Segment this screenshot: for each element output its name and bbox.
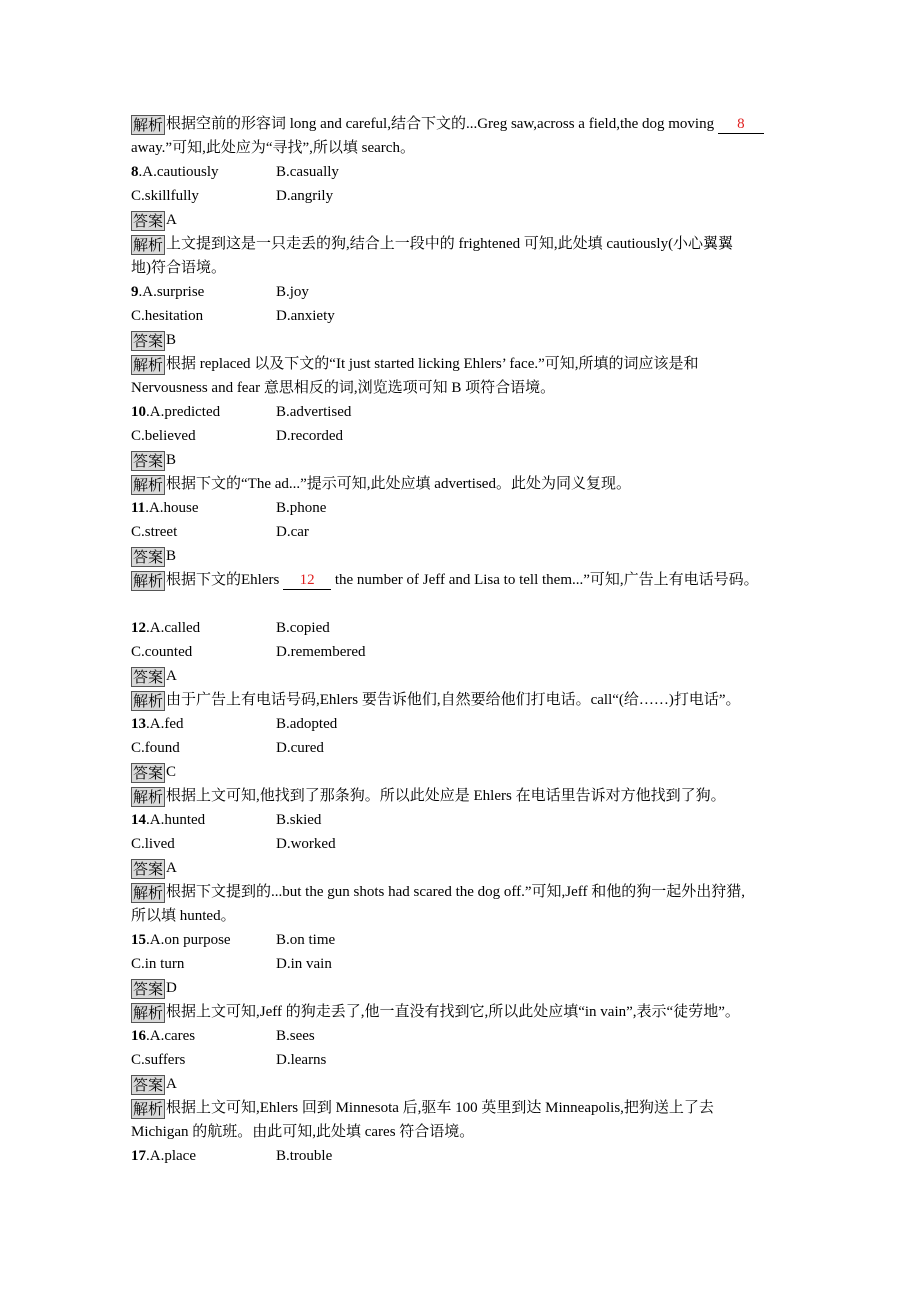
answer-label: 答案 [131, 667, 165, 687]
answer-label: 答案 [131, 451, 165, 471]
option: B.sees [276, 1028, 315, 1044]
question-options-row: 13.A.fed B.adopted [131, 712, 811, 736]
explanation-line [131, 880, 811, 904]
option: A.cares [149, 1028, 196, 1044]
question-options-row: 10.A.predicted B.advertised [131, 400, 811, 424]
explanation-label: 解析 [131, 235, 165, 255]
question-options-row: 11.A.house B.phone [131, 496, 811, 520]
option: D.angrily [276, 188, 334, 204]
explanation-line [131, 256, 811, 280]
answer-line [131, 208, 811, 232]
explanation-text: 根据上文可知,Jeff 的狗走丢了,他一直没有找到它,所以此处应填“in vain”,表示“徒劳地”。 [166, 1004, 740, 1020]
option: C.believed [131, 428, 196, 444]
explanation-line [131, 592, 811, 616]
question-options-row: 9.A.surprise B.joy [131, 280, 811, 304]
question-number: 12 [131, 620, 146, 636]
explanation-label: 解析 [131, 1099, 165, 1119]
answer-line [131, 856, 811, 880]
explanation-label: 解析 [131, 691, 165, 711]
question-number: 11 [131, 500, 146, 516]
explanation-label: 解析 [131, 787, 165, 807]
question-options-row [131, 832, 811, 856]
explanation-label: 解析 [131, 475, 165, 495]
answer-line [131, 1072, 811, 1096]
answer-label: 答案 [131, 1075, 165, 1095]
explanation-text: 根据下文提到的...but the gun shots had scared the dog off.”可知,Jeff 和他的狗一起外出狩猎, [166, 884, 745, 900]
option: B.advertised [276, 404, 352, 420]
option: C.counted [131, 644, 193, 660]
blank-number: 12 [283, 571, 331, 590]
explanation-line [131, 472, 811, 496]
option: D.cured [276, 740, 324, 756]
explanation-text: away.”可知,此处应为“寻找”,所以填 search。 [131, 140, 415, 156]
option: A.fed [149, 716, 184, 732]
option: C.street [131, 524, 178, 540]
question-options-row [131, 952, 811, 976]
answer-line [131, 760, 811, 784]
option: D.worked [276, 836, 336, 852]
answer-line [131, 448, 811, 472]
explanation-line [131, 136, 811, 160]
question-options-row [131, 1048, 811, 1072]
answer-value: B [166, 452, 177, 468]
question-options-row [131, 520, 811, 544]
option: C.hesitation [131, 308, 204, 324]
blank-number: 8 [718, 115, 764, 134]
option: A.hunted [149, 812, 206, 828]
option: A.house [148, 500, 199, 516]
question-number: 15 [131, 932, 146, 948]
explanation-text: 所以填 hunted。 [131, 908, 236, 924]
option: B.adopted [276, 716, 338, 732]
explanation-line [131, 568, 811, 592]
option: C.lived [131, 836, 175, 852]
option: D.remembered [276, 644, 366, 660]
explanation-line [131, 232, 811, 256]
option: D.recorded [276, 428, 344, 444]
answer-line [131, 664, 811, 688]
question-options-row: 8.A.cautiously B.casually [131, 160, 811, 184]
option: A.place [149, 1148, 196, 1164]
question-options-row: 12.A.called B.copied [131, 616, 811, 640]
option: D.anxiety [276, 308, 335, 324]
question-options-row [131, 424, 811, 448]
explanation-line [131, 688, 811, 712]
document-body [131, 112, 811, 1168]
option: D.in vain [276, 956, 332, 972]
explanation-label: 解析 [131, 571, 165, 591]
answer-line [131, 544, 811, 568]
answer-label: 答案 [131, 763, 165, 783]
question-options-row [131, 736, 811, 760]
option: B.joy [276, 284, 309, 300]
option: B.skied [276, 812, 322, 828]
explanation-line [131, 352, 811, 376]
explanation-text: 根据上文可知,他找到了那条狗。所以此处应是 Ehlers 在电话里告诉对方他找到了狗。 [166, 788, 726, 804]
explanation-text: 由于广告上有电话号码,Ehlers 要告诉他们,自然要给他们打电话。call“(给……)打电话”。 [166, 692, 741, 708]
option: D.car [276, 524, 309, 540]
option: C.found [131, 740, 180, 756]
explanation-text: 根据下文的Ehlers [166, 572, 284, 588]
explanation-line [131, 112, 811, 136]
question-options-row: 14.A.hunted B.skied [131, 808, 811, 832]
question-options-row: 17.A.place B.trouble [131, 1144, 811, 1168]
explanation-text: the number of Jeff and Lisa to tell them...”可知,广告上有电话号码。 [331, 572, 759, 588]
explanation-line [131, 904, 811, 928]
explanation-label: 解析 [131, 883, 165, 903]
answer-value: B [166, 548, 177, 564]
explanation-label: 解析 [131, 355, 165, 375]
explanation-text: Nervousness and fear 意思相反的词,浏览选项可知 B 项符合语境。 [131, 380, 556, 396]
answer-value: A [166, 860, 177, 876]
option: A.called [149, 620, 201, 636]
answer-value: A [166, 212, 177, 228]
answer-label: 答案 [131, 331, 165, 351]
question-number: 13 [131, 716, 146, 732]
option: B.on time [276, 932, 336, 948]
option: C.in turn [131, 956, 185, 972]
option: B.trouble [276, 1148, 333, 1164]
question-number: 16 [131, 1028, 146, 1044]
explanation-text: 根据上文可知,Ehlers 回到 Minnesota 后,驱车 100 英里到达 Minneapolis,把狗送上了去 [166, 1100, 714, 1116]
option: C.suffers [131, 1052, 186, 1068]
question-number: 8 [131, 164, 139, 180]
question-number: 9 [131, 284, 139, 300]
explanation-line [131, 784, 811, 808]
question-options-row: 16.A.cares B.sees [131, 1024, 811, 1048]
explanation-label: 解析 [131, 115, 165, 135]
explanation-text: 根据下文的“The ad...”提示可知,此处应填 advertised。此处为同义复现。 [166, 476, 631, 492]
option: B.copied [276, 620, 330, 636]
option: A.predicted [149, 404, 221, 420]
option: A.on purpose [149, 932, 231, 948]
answer-value: B [166, 332, 177, 348]
answer-label: 答案 [131, 859, 165, 879]
question-options-row: 15.A.on purpose B.on time [131, 928, 811, 952]
option: B.phone [276, 500, 327, 516]
option: C.skillfully [131, 188, 199, 204]
answer-value: C [166, 764, 177, 780]
question-number: 17 [131, 1148, 146, 1164]
question-options-row [131, 640, 811, 664]
answer-value: A [166, 668, 177, 684]
option: A.surprise [142, 284, 205, 300]
question-number: 14 [131, 812, 146, 828]
explanation-line [131, 376, 811, 400]
explanation-line [131, 1096, 811, 1120]
explanation-label: 解析 [131, 1003, 165, 1023]
question-number: 10 [131, 404, 146, 420]
answer-label: 答案 [131, 979, 165, 999]
explanation-line [131, 1000, 811, 1024]
option: B.casually [276, 164, 339, 180]
answer-label: 答案 [131, 547, 165, 567]
explanation-text: 根据空前的形容词 long and careful,结合下文的...Greg saw,across a field,the dog moving [166, 116, 718, 132]
explanation-text: 上文提到这是一只走丢的狗,结合上一段中的 frightened 可知,此处填 cautiously(小心翼翼 [166, 236, 734, 252]
explanation-text: 根据 replaced 以及下文的“It just started licking Ehlers’ face.”可知,所填的词应该是和 [166, 356, 699, 372]
explanation-text: Michigan 的航班。由此可知,此处填 cares 符合语境。 [131, 1124, 475, 1140]
question-options-row [131, 304, 811, 328]
answer-value: A [166, 1076, 177, 1092]
question-options-row [131, 184, 811, 208]
explanation-line [131, 1120, 811, 1144]
answer-line [131, 328, 811, 352]
option: A.cautiously [142, 164, 219, 180]
answer-value: D [166, 980, 177, 996]
option: D.learns [276, 1052, 327, 1068]
answer-label: 答案 [131, 211, 165, 231]
answer-line [131, 976, 811, 1000]
explanation-text: 地)符合语境。 [131, 260, 226, 276]
